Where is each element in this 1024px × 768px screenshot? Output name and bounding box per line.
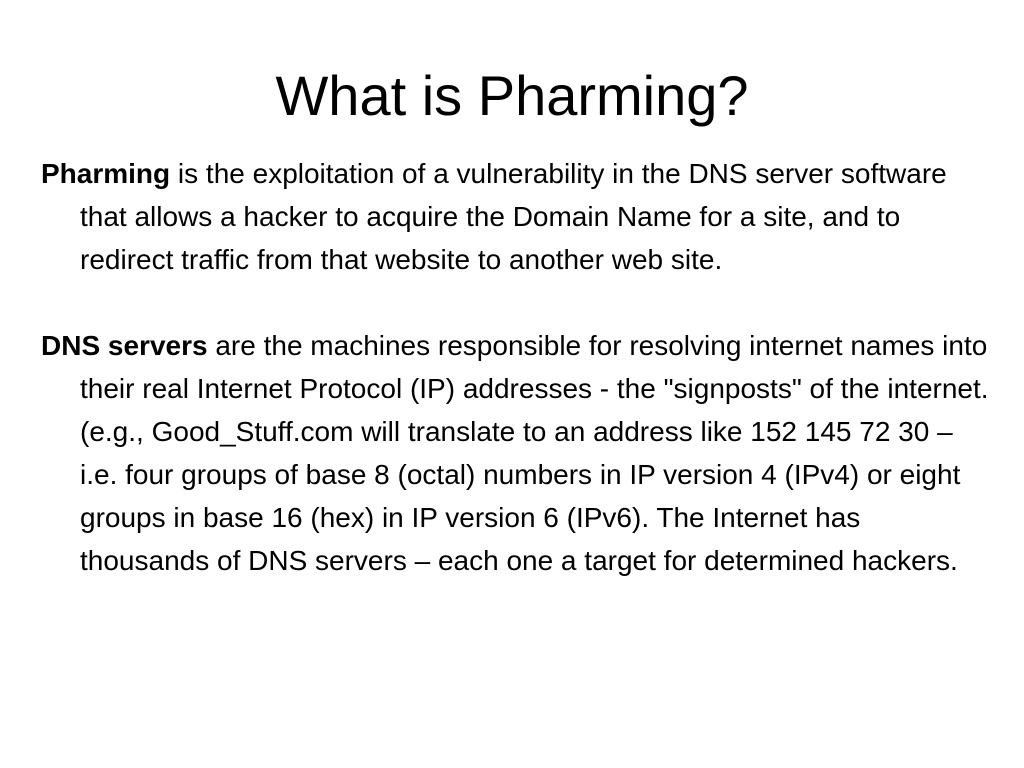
term-dns-servers: DNS servers bbox=[41, 330, 208, 361]
term-pharming: Pharming bbox=[41, 158, 171, 189]
definition-dns-servers: are the machines responsible for resolving internet names into their real Internet Protocol (IP) addresses - the "signposts" of the internet. (e.g., Good_Stuff.com will translate to an address like 152 145 72 30 – i.e. four groups of base 8 (octal) numbers in IP version 4 (IPv4) or eight groups in base 16 (hex) in IP version 6 (IPv6). The Internet has thousands of DNS servers – each one a target for determined hackers. bbox=[80, 330, 989, 576]
paragraph-dns-servers bbox=[41, 324, 991, 582]
definition-pharming: is the exploitation of a vulnerability in the DNS server software that allows a hacker to acquire the Domain Name for a site, and to redirect traffic from that website to another web site. bbox=[80, 158, 947, 275]
paragraph-pharming bbox=[41, 152, 991, 281]
slide-title: What is Pharming? bbox=[275, 64, 749, 127]
slide-body bbox=[41, 152, 991, 582]
